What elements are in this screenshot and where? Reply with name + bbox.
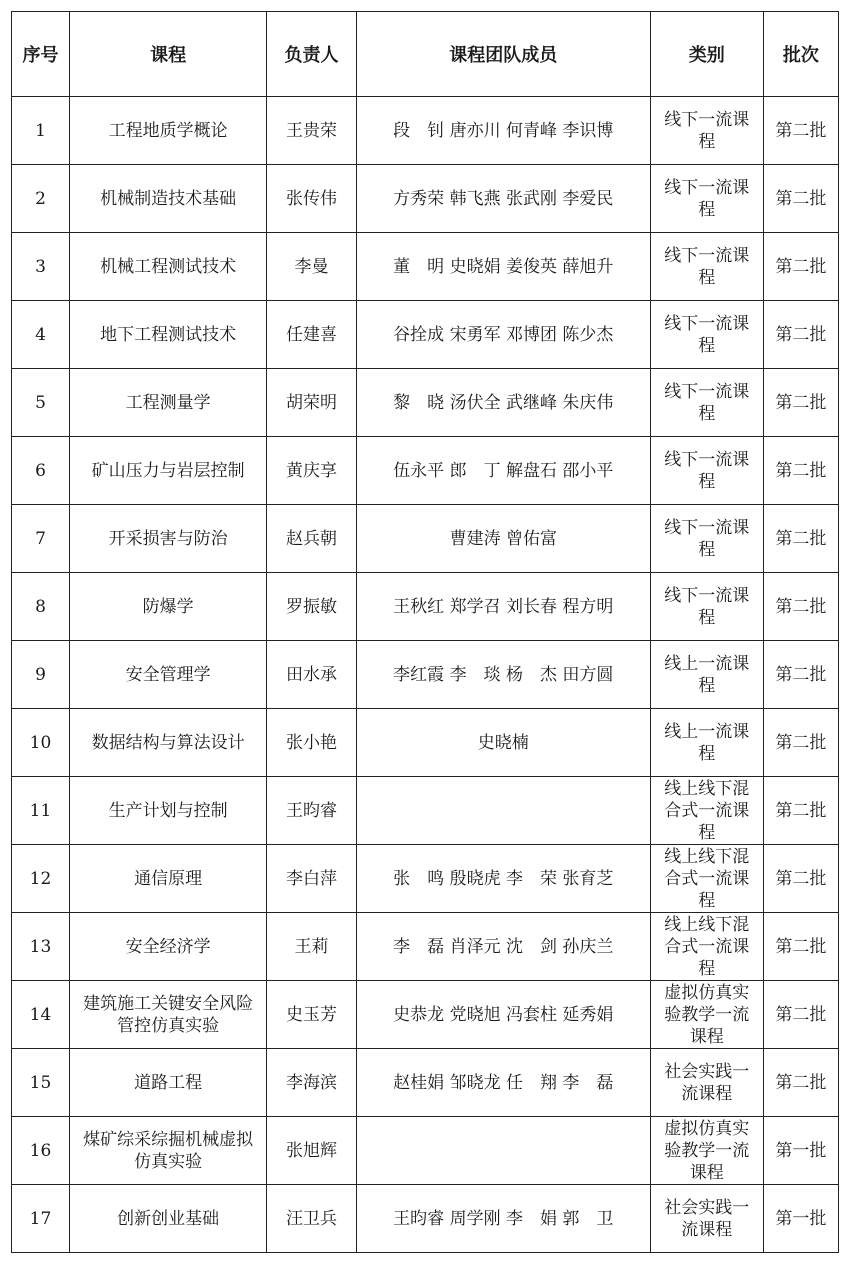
cell-team: 李 磊 肖泽元 沈 剑 孙庆兰 bbox=[356, 913, 650, 981]
header-no: 序号 bbox=[12, 12, 70, 97]
cell-type: 虚拟仿真实验教学一流课程 bbox=[650, 1117, 763, 1185]
cell-course: 防爆学 bbox=[69, 573, 266, 641]
cell-batch: 第二批 bbox=[763, 97, 838, 165]
cell-batch: 第二批 bbox=[763, 777, 838, 845]
table-row bbox=[12, 301, 839, 369]
cell-team: 李红霞 李 琰 杨 杰 田方圆 bbox=[356, 641, 650, 709]
cell-course: 安全管理学 bbox=[69, 641, 266, 709]
cell-type: 线下一流课程 bbox=[650, 437, 763, 505]
cell-team: 黎 晓 汤伏全 武继峰 朱庆伟 bbox=[356, 369, 650, 437]
cell-lead: 王贵荣 bbox=[267, 97, 357, 165]
cell-batch: 第二批 bbox=[763, 301, 838, 369]
cell-no: 15 bbox=[12, 1049, 70, 1117]
table-header-row bbox=[12, 12, 839, 97]
cell-batch: 第二批 bbox=[763, 981, 838, 1049]
cell-batch: 第二批 bbox=[763, 1049, 838, 1117]
header-batch: 批次 bbox=[763, 12, 838, 97]
table-row bbox=[12, 233, 839, 301]
cell-lead: 史玉芳 bbox=[267, 981, 357, 1049]
cell-course: 地下工程测试技术 bbox=[69, 301, 266, 369]
cell-team: 曹建涛 曾佑富 bbox=[356, 505, 650, 573]
cell-batch: 第二批 bbox=[763, 369, 838, 437]
cell-course: 机械工程测试技术 bbox=[69, 233, 266, 301]
cell-type: 线上线下混合式一流课程 bbox=[650, 913, 763, 981]
cell-course: 创新创业基础 bbox=[69, 1185, 266, 1253]
cell-lead: 赵兵朝 bbox=[267, 505, 357, 573]
table-row bbox=[12, 165, 839, 233]
cell-lead: 张传伟 bbox=[267, 165, 357, 233]
table-row bbox=[12, 97, 839, 165]
cell-team: 王昀睿 周学刚 李 娟 郭 卫 bbox=[356, 1185, 650, 1253]
table-row bbox=[12, 1049, 839, 1117]
table-row bbox=[12, 1117, 839, 1185]
cell-batch: 第二批 bbox=[763, 505, 838, 573]
table-row bbox=[12, 709, 839, 777]
cell-lead: 李白萍 bbox=[267, 845, 357, 913]
cell-course: 机械制造技术基础 bbox=[69, 165, 266, 233]
cell-course: 煤矿综采综掘机械虚拟仿真实验 bbox=[69, 1117, 266, 1185]
cell-team: 赵桂娟 邹晓龙 任 翔 李 磊 bbox=[356, 1049, 650, 1117]
cell-no: 5 bbox=[12, 369, 70, 437]
cell-batch: 第一批 bbox=[763, 1185, 838, 1253]
cell-course: 开采损害与防治 bbox=[69, 505, 266, 573]
cell-lead: 王莉 bbox=[267, 913, 357, 981]
cell-batch: 第二批 bbox=[763, 709, 838, 777]
cell-batch: 第二批 bbox=[763, 573, 838, 641]
cell-type: 线上一流课程 bbox=[650, 709, 763, 777]
cell-no: 17 bbox=[12, 1185, 70, 1253]
cell-no: 9 bbox=[12, 641, 70, 709]
cell-no: 1 bbox=[12, 97, 70, 165]
cell-team: 伍永平 郎 丁 解盘石 邵小平 bbox=[356, 437, 650, 505]
cell-batch: 第一批 bbox=[763, 1117, 838, 1185]
cell-course: 工程地质学概论 bbox=[69, 97, 266, 165]
table-body bbox=[12, 97, 839, 1253]
cell-no: 6 bbox=[12, 437, 70, 505]
cell-batch: 第二批 bbox=[763, 165, 838, 233]
cell-type: 虚拟仿真实验教学一流课程 bbox=[650, 981, 763, 1049]
cell-team: 董 明 史晓娟 姜俊英 薛旭升 bbox=[356, 233, 650, 301]
cell-lead: 汪卫兵 bbox=[267, 1185, 357, 1253]
cell-lead: 胡荣明 bbox=[267, 369, 357, 437]
table-row bbox=[12, 573, 839, 641]
cell-no: 2 bbox=[12, 165, 70, 233]
cell-lead: 王昀睿 bbox=[267, 777, 357, 845]
cell-batch: 第二批 bbox=[763, 845, 838, 913]
cell-no: 14 bbox=[12, 981, 70, 1049]
cell-team: 段 钊 唐亦川 何青峰 李识博 bbox=[356, 97, 650, 165]
table-row bbox=[12, 1185, 839, 1253]
header-type: 类别 bbox=[650, 12, 763, 97]
cell-lead: 张小艳 bbox=[267, 709, 357, 777]
cell-type: 线下一流课程 bbox=[650, 505, 763, 573]
cell-type: 线下一流课程 bbox=[650, 233, 763, 301]
cell-no: 4 bbox=[12, 301, 70, 369]
cell-course: 安全经济学 bbox=[69, 913, 266, 981]
table-row bbox=[12, 913, 839, 981]
cell-course: 道路工程 bbox=[69, 1049, 266, 1117]
cell-team: 史恭龙 党晓旭 冯套柱 延秀娟 bbox=[356, 981, 650, 1049]
table-row bbox=[12, 437, 839, 505]
header-course: 课程 bbox=[69, 12, 266, 97]
cell-type: 线上线下混合式一流课程 bbox=[650, 845, 763, 913]
table-row bbox=[12, 641, 839, 709]
cell-no: 12 bbox=[12, 845, 70, 913]
cell-type: 线下一流课程 bbox=[650, 369, 763, 437]
cell-course: 生产计划与控制 bbox=[69, 777, 266, 845]
header-team: 课程团队成员 bbox=[356, 12, 650, 97]
cell-type: 线下一流课程 bbox=[650, 97, 763, 165]
cell-lead: 黄庆享 bbox=[267, 437, 357, 505]
cell-type: 线下一流课程 bbox=[650, 165, 763, 233]
cell-no: 3 bbox=[12, 233, 70, 301]
table-row bbox=[12, 369, 839, 437]
cell-team: 王秋红 郑学召 刘长春 程方明 bbox=[356, 573, 650, 641]
cell-no: 13 bbox=[12, 913, 70, 981]
table-row bbox=[12, 777, 839, 845]
header-lead: 负责人 bbox=[267, 12, 357, 97]
cell-no: 7 bbox=[12, 505, 70, 573]
table-row bbox=[12, 981, 839, 1049]
cell-course: 矿山压力与岩层控制 bbox=[69, 437, 266, 505]
cell-course: 通信原理 bbox=[69, 845, 266, 913]
cell-lead: 田水承 bbox=[267, 641, 357, 709]
cell-batch: 第二批 bbox=[763, 233, 838, 301]
cell-type: 线上线下混合式一流课程 bbox=[650, 777, 763, 845]
cell-batch: 第二批 bbox=[763, 641, 838, 709]
cell-team bbox=[356, 1117, 650, 1185]
cell-team bbox=[356, 777, 650, 845]
cell-course: 数据结构与算法设计 bbox=[69, 709, 266, 777]
table-row bbox=[12, 845, 839, 913]
cell-lead: 李海滨 bbox=[267, 1049, 357, 1117]
cell-course: 工程测量学 bbox=[69, 369, 266, 437]
cell-no: 16 bbox=[12, 1117, 70, 1185]
cell-batch: 第二批 bbox=[763, 913, 838, 981]
cell-type: 线上一流课程 bbox=[650, 641, 763, 709]
cell-no: 11 bbox=[12, 777, 70, 845]
cell-lead: 张旭辉 bbox=[267, 1117, 357, 1185]
cell-lead: 李曼 bbox=[267, 233, 357, 301]
cell-no: 10 bbox=[12, 709, 70, 777]
course-table bbox=[11, 11, 839, 1253]
cell-team: 谷拴成 宋勇军 邓博团 陈少杰 bbox=[356, 301, 650, 369]
cell-lead: 罗振敏 bbox=[267, 573, 357, 641]
cell-type: 社会实践一流课程 bbox=[650, 1185, 763, 1253]
cell-type: 线下一流课程 bbox=[650, 301, 763, 369]
cell-lead: 任建喜 bbox=[267, 301, 357, 369]
cell-type: 线下一流课程 bbox=[650, 573, 763, 641]
cell-course: 建筑施工关键安全风险管控仿真实验 bbox=[69, 981, 266, 1049]
cell-team: 史晓楠 bbox=[356, 709, 650, 777]
cell-team: 张 鸣 殷晓虎 李 荣 张育芝 bbox=[356, 845, 650, 913]
table-row bbox=[12, 505, 839, 573]
cell-team: 方秀荣 韩飞燕 张武刚 李爱民 bbox=[356, 165, 650, 233]
cell-batch: 第二批 bbox=[763, 437, 838, 505]
cell-type: 社会实践一流课程 bbox=[650, 1049, 763, 1117]
cell-no: 8 bbox=[12, 573, 70, 641]
